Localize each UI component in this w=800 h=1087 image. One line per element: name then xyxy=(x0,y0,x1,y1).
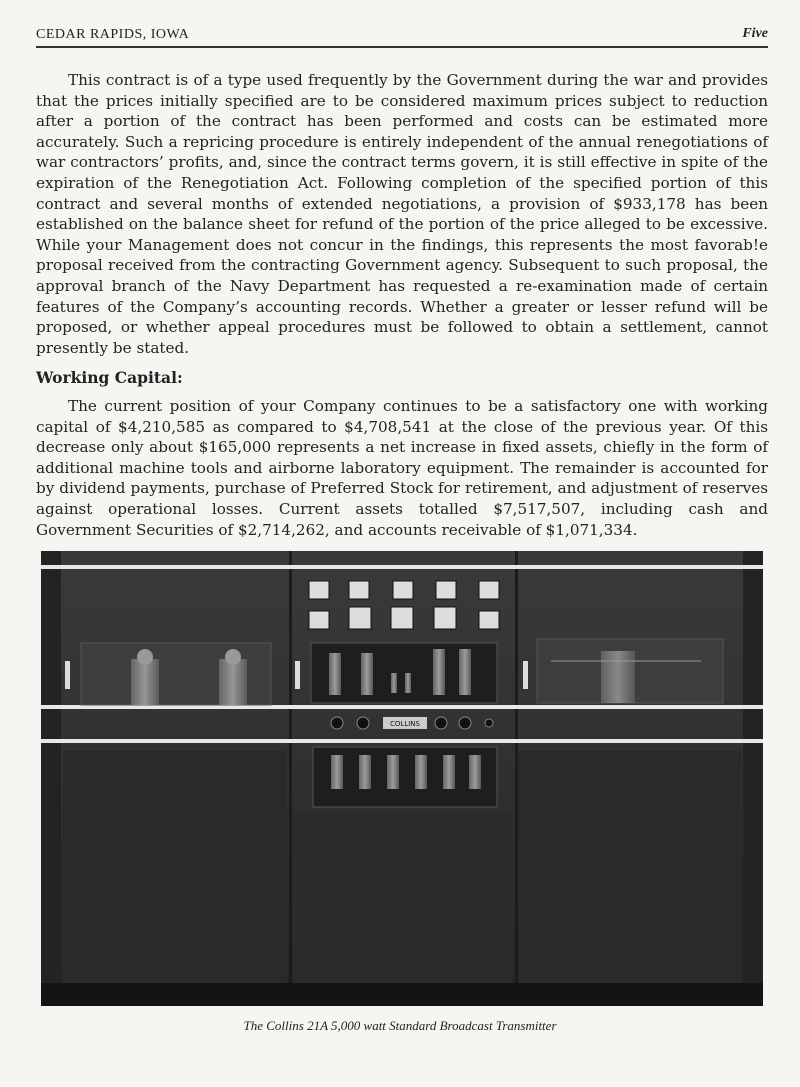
header-page-number: Five xyxy=(742,26,768,41)
center-tube-window xyxy=(295,643,497,703)
photo-caption-row xyxy=(0,1018,800,1034)
lower-tube-window xyxy=(313,747,497,807)
transmitter-photo xyxy=(41,551,763,1006)
photo-caption: The Collins 21A 5,000 watt Standard Broadcast Transmitter xyxy=(243,1018,557,1033)
left-tube-window xyxy=(65,643,271,705)
working-capital-heading: Working Capital: xyxy=(36,368,183,387)
contract-paragraph: This contract is of a type used frequently by the Government during the war and provides that the prices initially specified are to be considered maximum prices subject to reduction after a portion of the contract has been performed and costs can be estimated more accurately. Such a repricing procedure is entirely independent of the annual renegotiations of war contractors’ profits, and, since the contract terms govern, it is still effective in spite of the expiration of the Renegotiation Act. Following completion of the specified portion of this contract and several months of extended negotiations, a provision of $933,178 has been established on the balance sheet for refund of the portion of the price alleged to be excessive. While your Management does not concur in the findings, this represents the most favorab!e proposal received from the contracting Government agency. Subsequent to such proposal, the approval branch of the Navy Department has requested a re-examination made of certain features of the Company’s accounting records. Whether a greater or lesser refund will be proposed, or whether appeal procedures must be followed to obtain a settlement, cannot presently be stated. xyxy=(36,71,768,357)
working-capital-paragraph: The current position of your Company continues to be a satisfactory one with working capital of $4,210,585 as compared to $4,708,541 at the close of the previous year. Of this decrease only about $165,000 represents a net increase in fixed assets, chiefly in the form of additional machine tools and airborne laboratory equipment. The remainder is accounted for by dividend payments, purchase of Preferred Stock for retirement, and adjustment of reserves against operational losses. Current assets totalled $7,517,507, including cash and Government Securities of $2,714,262, and accounts receivable of $1,071,334. xyxy=(36,397,768,539)
collins-nameplate: COLLINS xyxy=(390,720,420,728)
header-location: CEDAR RAPIDS, IOWA xyxy=(36,27,190,42)
page-header xyxy=(36,24,768,48)
cabinet-base xyxy=(41,983,763,1006)
transmitter-illustration xyxy=(41,551,763,1006)
right-tube-window xyxy=(523,639,723,703)
